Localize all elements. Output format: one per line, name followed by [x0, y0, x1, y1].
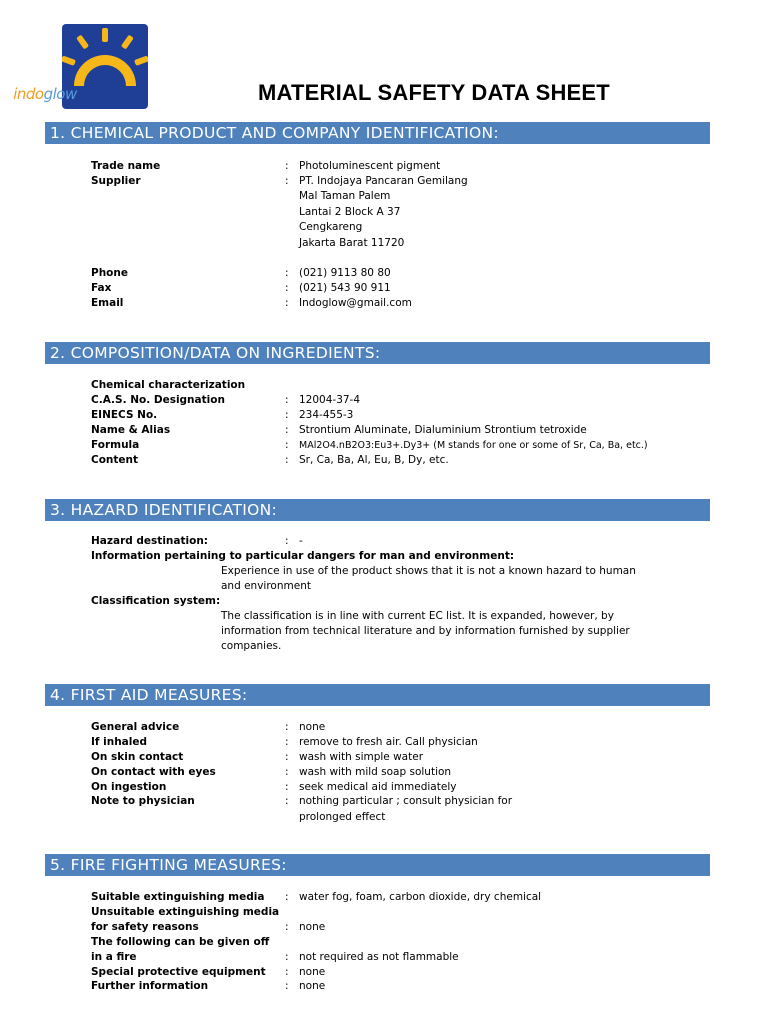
classification-line: information from technical literature and by information furnished by supplier — [221, 625, 630, 637]
value-eye-contact: wash with mild soap solution — [299, 766, 452, 778]
value-ingestion: seek medical aid immediately — [299, 781, 457, 793]
section-heading-1: 1. CHEMICAL PRODUCT AND COMPANY IDENTIFICATION: — [45, 122, 710, 144]
separator: : — [285, 966, 289, 978]
info-line: and environment — [221, 580, 311, 592]
label-skin-contact: On skin contact — [91, 751, 184, 763]
supplier-line: PT. Indojaya Pancaran Gemilang — [299, 175, 468, 187]
label-given-off-cont: in a fire — [91, 951, 137, 963]
separator: : — [285, 267, 289, 279]
section-heading-4: 4. FIRST AID MEASURES: — [45, 684, 710, 706]
separator: : — [285, 160, 289, 172]
label-name-alias: Name & Alias — [91, 424, 171, 436]
section-heading-3: 3. HAZARD IDENTIFICATION: — [45, 499, 710, 521]
physician-line: nothing particular ; consult physician for — [299, 795, 513, 807]
value-if-inhaled: remove to fresh air. Call physician — [299, 736, 478, 748]
label-unsuitable-media-cont: for safety reasons — [91, 921, 199, 933]
value-protective-equipment: none — [299, 966, 326, 978]
section-heading-2: 2. COMPOSITION/DATA ON INGREDIENTS: — [45, 342, 710, 364]
value-unsuitable-media: none — [299, 921, 326, 933]
separator: : — [285, 980, 289, 992]
separator: : — [285, 751, 289, 763]
value-formula: MAl2O4.nB2O3:Eu3+.Dy3+ (M stands for one or some of Sr, Ca, Ba, etc.) — [299, 440, 648, 451]
label-email: Email — [91, 297, 124, 309]
label-hazard-destination: Hazard destination: — [91, 535, 208, 547]
label-note-physician: Note to physician — [91, 795, 195, 807]
value-skin-contact: wash with simple water — [299, 751, 424, 763]
supplier-line: Jakarta Barat 11720 — [299, 237, 405, 249]
value-trade-name: Photoluminescent pigment — [299, 160, 441, 172]
separator: : — [285, 721, 289, 733]
label-einecs: EINECS No. — [91, 409, 158, 421]
logo-wordmark: indoglow — [13, 85, 77, 103]
label-content: Content — [91, 454, 139, 466]
value-cas: 12004-37-4 — [299, 394, 361, 406]
value-further-information: none — [299, 980, 326, 992]
supplier-line: Lantai 2 Block A 37 — [299, 206, 401, 218]
separator: : — [285, 454, 289, 466]
separator: : — [285, 282, 289, 294]
label-supplier: Supplier — [91, 175, 141, 187]
value-name-alias: Strontium Aluminate, Dialuminium Strontium tetroxide — [299, 424, 587, 436]
label-given-off: The following can be given off — [91, 936, 270, 948]
label-trade-name: Trade name — [91, 160, 161, 172]
separator: : — [285, 921, 289, 933]
value-einecs: 234-455-3 — [299, 409, 354, 421]
label-classification-system: Classification system: — [91, 595, 221, 607]
physician-line: prolonged effect — [299, 811, 386, 823]
supplier-line: Mal Taman Palem — [299, 190, 391, 202]
label-if-inhaled: If inhaled — [91, 736, 148, 748]
label-fax: Fax — [91, 282, 112, 294]
classification-line: companies. — [221, 640, 282, 652]
label-formula: Formula — [91, 439, 140, 451]
separator: : — [285, 297, 289, 309]
separator: : — [285, 439, 289, 451]
label-general-advice: General advice — [91, 721, 180, 733]
label-further-information: Further information — [91, 980, 209, 992]
label-ingestion: On ingestion — [91, 781, 167, 793]
separator: : — [285, 736, 289, 748]
value-email: Indoglow@gmail.com — [299, 297, 412, 309]
value-phone: (021) 9113 80 80 — [299, 267, 391, 279]
value-general-advice: none — [299, 721, 326, 733]
separator: : — [285, 951, 289, 963]
label-phone: Phone — [91, 267, 128, 279]
separator: : — [285, 781, 289, 793]
supplier-line: Cengkareng — [299, 221, 363, 233]
page-title: MATERIAL SAFETY DATA SHEET — [258, 80, 610, 105]
separator: : — [285, 409, 289, 421]
classification-line: The classification is in line with current EC list. It is expanded, however, by — [221, 610, 614, 622]
separator: : — [285, 175, 289, 187]
separator: : — [285, 766, 289, 778]
label-chemical-characterization: Chemical characterization — [91, 379, 246, 391]
value-content: Sr, Ca, Ba, Al, Eu, B, Dy, etc. — [299, 454, 449, 466]
value-hazard-destination: - — [299, 535, 303, 547]
section-heading-5: 5. FIRE FIGHTING MEASURES: — [45, 854, 710, 876]
separator: : — [285, 394, 289, 406]
label-suitable-media: Suitable extinguishing media — [91, 891, 265, 903]
value-fax: (021) 543 90 911 — [299, 282, 391, 294]
separator: : — [285, 424, 289, 436]
label-cas: C.A.S. No. Designation — [91, 394, 225, 406]
separator: : — [285, 535, 289, 547]
info-line: Experience in use of the product shows that it is not a known hazard to human — [221, 565, 636, 577]
separator: : — [285, 795, 289, 807]
value-given-off: not required as not flammable — [299, 951, 459, 963]
label-unsuitable-media: Unsuitable extinguishing media — [91, 906, 280, 918]
label-protective-equipment: Special protective equipment — [91, 966, 266, 978]
label-eye-contact: On contact with eyes — [91, 766, 216, 778]
separator: : — [285, 891, 289, 903]
value-suitable-media: water fog, foam, carbon dioxide, dry chemical — [299, 891, 542, 903]
label-information-dangers: Information pertaining to particular dangers for man and environment: — [91, 550, 515, 562]
